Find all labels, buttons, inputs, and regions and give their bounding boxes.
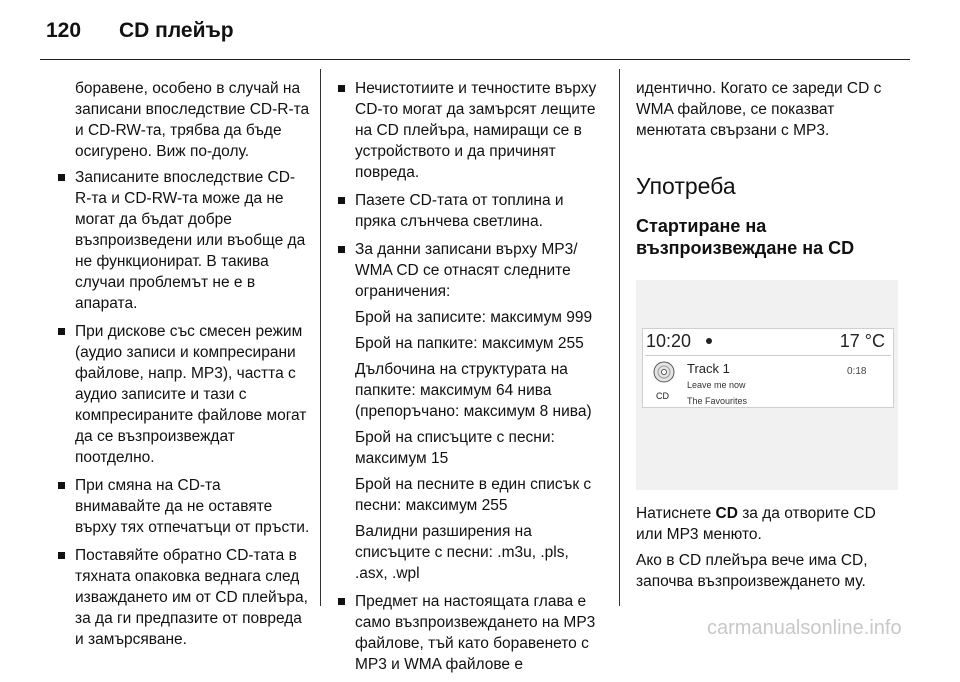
disc-icon: [653, 361, 675, 383]
divider: [645, 355, 891, 356]
column-1: [55, 78, 310, 657]
bullet-list: [55, 167, 310, 650]
page-header: [0, 0, 960, 60]
bullet-icon: [338, 85, 345, 92]
page-number: 120: [46, 19, 82, 42]
track-title: Track 1: [687, 361, 730, 376]
list-item: Поставяйте обратно CD-тата в тяхната опаковка веднага след изваждането им от CD плейъра, за да ги предпазите от повреда и замърсяване.: [55, 545, 310, 650]
temperature: 17 °C: [839, 331, 885, 351]
limit-text: Брой на песните в един списък с песни: максимум 255: [355, 476, 592, 514]
list-item: За данни записани върху MP3/ WMA CD се отнасят следните ограничения: Брой на записите: максимум 999 Брой на папките: максимум 255 Дълбочина на структурата на папките: максимум 64 нива (препоръчано: максимум 8 нива) Брой на списъците с песни: максимум 15 Брой на песните в един списък с песни: максимум 255 Валидни разширения на списъците с песни: .m3u, .pls, .asx, .wpl: [335, 239, 605, 584]
bullet-icon: [58, 552, 65, 559]
page-title: CD плейър: [119, 19, 234, 42]
paragraph: Натиснете CD за да отворите CD или MP3 менюто.: [636, 505, 876, 543]
limit-text: Дълбочина на структурата на папките: максимум 64 нива (препоръчано: максимум 8 нива): [355, 361, 592, 420]
limit-text: Брой на списъците с песни: максимум 15: [355, 429, 555, 467]
column-2: [335, 78, 605, 682]
clock: 10:20: [646, 331, 692, 351]
song-title: Leave me now: [687, 380, 746, 390]
subsection-heading: Стартиране на възпроизвеждане на CD: [636, 216, 855, 258]
display-screenshot: [636, 280, 898, 490]
bullet-icon: [58, 328, 65, 335]
source-label: CD: [656, 391, 669, 401]
paragraph: идентично. Когато се зареди CD с WMA файлове, се показват менютата свързани с MP3.: [636, 80, 882, 139]
radio-display: [642, 328, 894, 408]
limit-text: Брой на записите: максимум 999: [355, 309, 593, 326]
paragraph: боравене, особено в случай на записани впоследствие CD-R-та и CD-RW-та, трябва да бъде осигурено. Виж по-долу.: [75, 80, 310, 160]
artist-name: The Favourites: [687, 396, 748, 406]
paragraph: Ако в CD плейъра вече има CD, започва възпроизвеждането му.: [636, 552, 868, 590]
bullet-icon: [58, 482, 65, 489]
limit-text: Брой на папките: максимум 255: [355, 335, 584, 352]
list-item: Нечистотиите и течностите върху CD-то могат да замърсят лещите на CD плейъра, намиращи се в устройството и да причинят повреда.: [335, 78, 605, 183]
column-divider: [619, 69, 620, 606]
header-rule: [40, 59, 910, 60]
cd-button-label: CD: [715, 505, 738, 522]
column-3: [636, 78, 904, 597]
list-item: Предмет на настоящата глава е само възпроизвеждането на MP3 файлове, тъй като боравенето с MP3 и WMA файлове е: [335, 591, 605, 675]
list-item: Записаните впоследствие CD-R-та и CD-RW-та може да не могат да бъдат добре възпроизведени или въобще да не функционират. В такива случаи проблемът не е в апарата.: [55, 167, 310, 314]
list-item: Пазете CD-тата от топлина и пряка слънчева светлина.: [335, 190, 605, 232]
watermark: carmanualsonline.info: [707, 617, 902, 639]
limit-text: Валидни разширения на списъците с песни: .m3u, .pls, .asx, .wpl: [355, 523, 569, 582]
column-divider: [320, 69, 321, 606]
section-heading: Употреба: [636, 173, 736, 199]
bullet-icon: [338, 598, 345, 605]
bullet-list: [335, 78, 605, 675]
elapsed-time: 0:18: [847, 366, 867, 377]
status-dot-icon: [706, 338, 712, 344]
bullet-icon: [58, 174, 65, 181]
list-item: При смяна на CD-та внимавайте да не оставяте върху тях отпечатъци от пръсти.: [55, 475, 310, 538]
bullet-icon: [338, 197, 345, 204]
list-item: При дискове със смесен режим (аудио записи и компресирани файлове, напр. MP3), частта с аудио записите и тази с компресираните файлове могат да се възпроизвеждат поотделно.: [55, 321, 310, 468]
bullet-icon: [338, 246, 345, 253]
